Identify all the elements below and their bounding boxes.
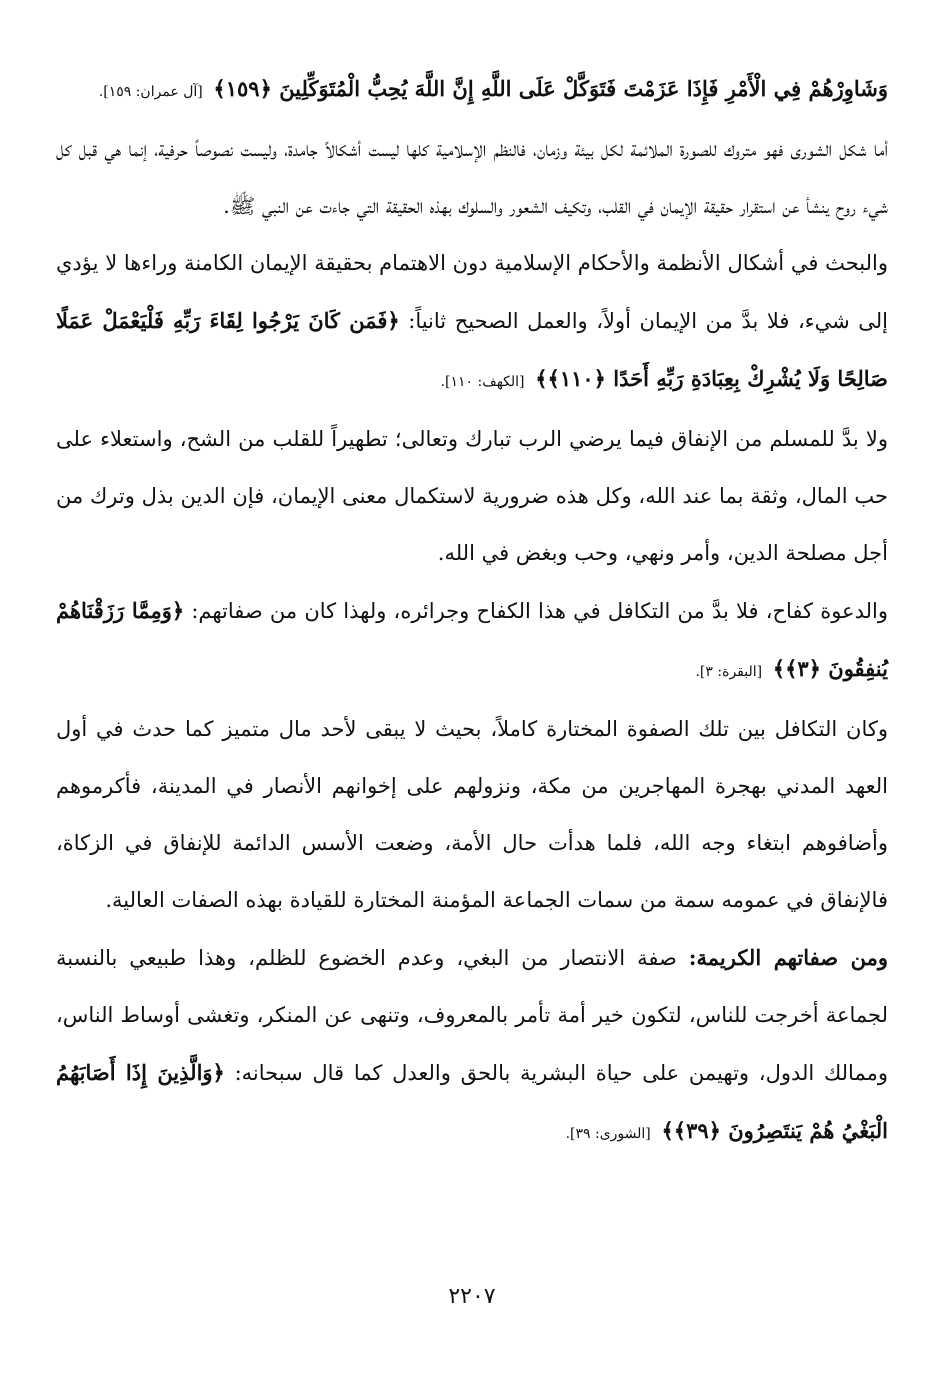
paragraph-5 [56, 582, 888, 701]
paragraph-text: ولا بدَّ للمسلم من الإنفاق فيما يرضي الرب تبارك وتعالى؛ تطهيراً للقلب من الشح، واستعلاء على حب المال، وثقة بما عند الله، وكل هذه ضرورية لاستكمال معنى الإيمان، فإن الدين بذل وترك من أجل مصلحة الدين، وأمر ونهي، وحب وبغض في الله. [56, 427, 888, 565]
paragraph-text: والدعوة كفاح، فلا بدَّ من التكافل في هذا الكفاح وجرائره، ولهذا كان من صفاتهم: [191, 599, 888, 623]
quran-verse: ﴿فَمَن كَانَ يَرْجُوا لِقَاءَ رَبِّهِ فَلْيَعْمَلْ عَمَلًا صَالِحًا وَلَا يُشْرِكْ بِعِبَادَةِ رَبِّهِ أَحَدًا ﴿١١٠﴾﴾ [56, 308, 888, 391]
paragraph-7 [56, 929, 888, 1163]
paragraph-3 [56, 235, 888, 411]
paragraph-text: وكان التكافل بين تلك الصفوة المختارة كاملاً، بحيث لا يبقى لأحد مال متميز كما حدث في أول العهد المدني بهجرة المهاجرين من مكة، ونزولهم على إخوانهم الأنصار في المدينة، فأكرموهم وأضافوهم ابتغاء وجه الله، فلما هدأت حال الأمة، وضعت الأسس الدائمة للإنفاق في الزكاة، فالإنفاق في عمومه سمة من سمات الجماعة المؤمنة المختارة للقيادة بهذه الصفات العالية. [56, 717, 888, 912]
paragraph-4 [56, 411, 888, 582]
verse-reference: [الكهف: ١١٠]. [440, 374, 525, 390]
verse-reference: [الشورى: ٣٩]. [565, 1126, 651, 1142]
quran-verse: ﴿وَالَّذِينَ إِذَا أَصَابَهُمُ الْبَغْيُ هُمْ يَنتَصِرُونَ ﴿٣٩﴾﴾ [56, 1060, 888, 1143]
quran-verse: ﴿وَمِمَّا رَزَقْنَاهُمْ يُنفِقُونَ ﴿٣﴾﴾ [56, 598, 888, 681]
verse-reference: [البقرة: ٣]. [695, 664, 763, 680]
paragraph-1 [56, 60, 888, 121]
page-body [56, 60, 888, 1163]
quran-verse: وَشَاوِرْهُمْ فِي الْأَمْرِ فَإِذَا عَزَمْتَ فَتَوَكَّلْ عَلَى اللَّهِ إِنَّ اللَّهَ يُحِبُّ الْمُتَوَكِّلِينَ ﴿١٥٩﴾ [213, 76, 888, 101]
paragraph-2 [56, 121, 888, 235]
paragraph-lead: ومن صفاتهم الكريمة: [688, 945, 889, 970]
paragraph-text: صفة الانتصار من البغي، وعدم الخضوع للظلم، وهذا طبيعي بالنسبة لجماعة أخرجت للناس، لتكون خير أمة تأمر بالمعروف، وتنهى عن المنكر، وتغشى أوساط الناس، وممالك الدول، وتهيمن على حياة البشرية بالحق والعدل كما قال سبحانه: [56, 946, 888, 1085]
page-number: ٢٢٠٧ [448, 1284, 496, 1309]
paragraph-text: أما شكل الشورى فهو متروك للصورة الملائمة لكل بيئة وزمان، فالنظم الإسلامية كلها ليست أشكالاً جامدة، وليست نصوصاً حرفية، إنما هي قبل كل شيء روح ينشأ عن استقرار حقيقة الإيمان في القلب، وتكيف الشعور والسلوك بهذه الحقيقة التي جاءت عن النبي ﷺ. [56, 137, 888, 218]
verse-reference: [آل عمران: ١٥٩]. [98, 84, 203, 100]
paragraph-6 [56, 701, 888, 929]
paragraph-text: والبحث في أشكال الأنظمة والأحكام الإسلامية دون الاهتمام بحقيقة الإيمان الكامنة وراءها لا يؤدي إلى شيء، فلا بدَّ من الإيمان أولاً، والعمل الصحيح ثانياً: [56, 251, 888, 333]
